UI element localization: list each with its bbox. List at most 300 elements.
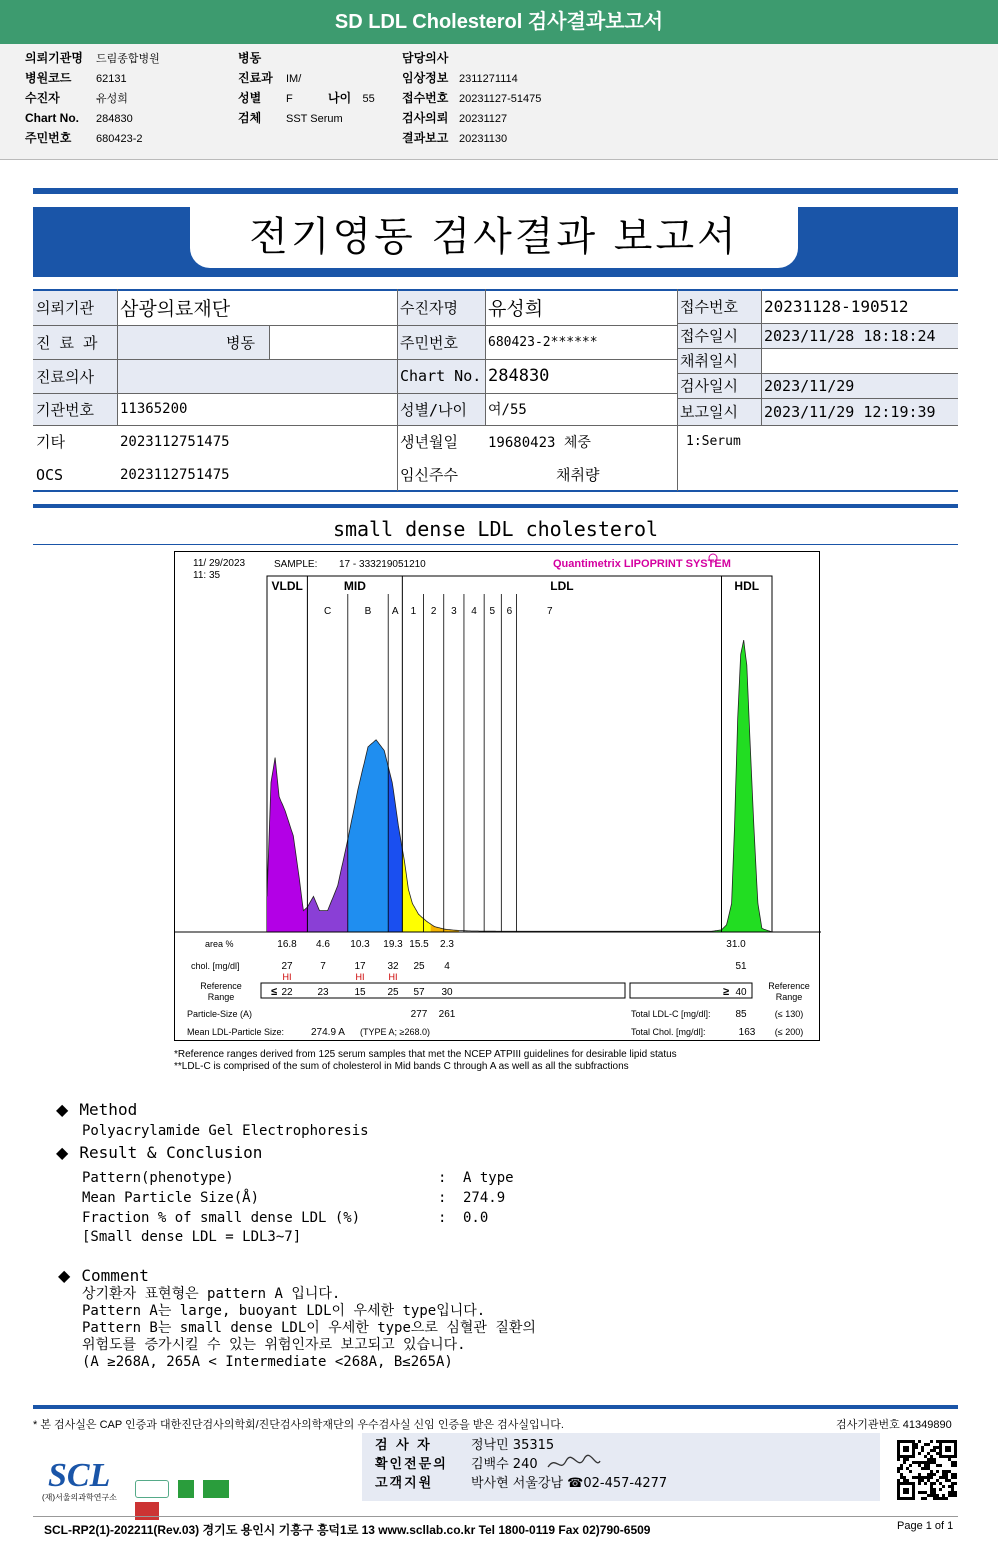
qr-module: [900, 1497, 903, 1500]
qr-module: [912, 1446, 915, 1449]
hi-flag: HI: [355, 972, 365, 982]
value-etc: 2023112751475: [120, 433, 230, 450]
patient-field: [402, 109, 507, 127]
method-title: Method: [79, 1100, 138, 1119]
value-receipt-time: 2023/11/28 18:18:24: [761, 323, 958, 348]
ref-hdl-value: 40: [735, 987, 747, 998]
qr-module: [933, 1491, 936, 1494]
qr-module: [897, 1482, 900, 1485]
qr-module: [912, 1476, 915, 1479]
qr-module: [897, 1449, 900, 1452]
handwritten-signature: [546, 1453, 602, 1475]
qr-module: [951, 1482, 954, 1485]
value-patient-name: 유성희: [488, 297, 544, 320]
result-items: [82, 1170, 602, 1230]
qr-module: [933, 1497, 936, 1500]
qr-module: [897, 1455, 900, 1458]
chart-brand: Quantimetrix LIPOPRINT SYSTEM: [553, 558, 731, 570]
patient-field: [25, 89, 128, 107]
qr-module: [954, 1455, 957, 1458]
qr-module: [906, 1455, 909, 1458]
chart-sample-label: SAMPLE:: [274, 559, 318, 570]
lm-logo-icon: [178, 1480, 194, 1498]
electrophoresis-chart: [174, 551, 820, 1041]
qr-module: [936, 1440, 939, 1443]
qr-module: [918, 1479, 921, 1482]
qr-module: [912, 1443, 915, 1446]
qr-module: [897, 1467, 900, 1470]
qr-module: [909, 1482, 912, 1485]
qr-module: [918, 1464, 921, 1467]
hi-flag: HI: [282, 972, 292, 982]
patient-field-label: 수진자: [25, 91, 60, 105]
qr-module: [903, 1482, 906, 1485]
qr-module: [945, 1455, 948, 1458]
qr-module: [945, 1449, 948, 1452]
page-number: Page 1 of 1: [897, 1520, 954, 1532]
qr-module: [936, 1494, 939, 1497]
bottom-rule: [33, 1516, 958, 1517]
band-label: A: [391, 606, 399, 617]
qr-module: [954, 1476, 957, 1479]
qr-module: [939, 1497, 942, 1500]
patient-field-label: 결과보고: [402, 131, 449, 145]
method-section: [56, 1100, 137, 1119]
qr-module: [897, 1446, 900, 1449]
qr-module: [930, 1449, 933, 1452]
qr-module: [897, 1488, 900, 1491]
qr-module: [924, 1482, 927, 1485]
total-ldl-value: 85: [735, 1009, 747, 1020]
ref-right-label-2: Range: [775, 992, 803, 1002]
qr-module: [924, 1464, 927, 1467]
qr-module: [900, 1476, 903, 1479]
qr-module: [921, 1467, 924, 1470]
qr-module: [906, 1491, 909, 1494]
qr-module: [915, 1476, 918, 1479]
section-rule: [33, 504, 958, 508]
band-label: 2: [430, 606, 437, 617]
result-title: Result & Conclusion: [79, 1143, 263, 1162]
result-item: [82, 1170, 602, 1190]
qr-module: [951, 1491, 954, 1494]
qr-module: [909, 1470, 912, 1473]
qr-module: [951, 1488, 954, 1491]
qr-module: [930, 1494, 933, 1497]
chart-svg: [175, 552, 821, 1042]
chol-value: 27: [281, 961, 293, 972]
qr-module: [939, 1464, 942, 1467]
qr-module: [918, 1461, 921, 1464]
qr-module: [912, 1449, 915, 1452]
qr-module: [930, 1455, 933, 1458]
hdl-area: [711, 640, 772, 932]
qr-module: [903, 1458, 906, 1461]
section-title: small dense LDL cholesterol: [332, 517, 659, 541]
age-field: 나이 55: [328, 91, 375, 105]
qr-module: [921, 1461, 924, 1464]
patient-field-value: SST Serum: [286, 113, 343, 125]
qr-module: [936, 1497, 939, 1500]
chol-value: 7: [320, 961, 326, 972]
qr-module: [948, 1446, 951, 1449]
ref-range-hdl-box: [630, 983, 752, 998]
qr-module: [897, 1485, 900, 1488]
qr-module: [942, 1470, 945, 1473]
label-collection-amount: 채취량: [556, 466, 600, 484]
patient-field: [238, 89, 293, 107]
chart-time: 11: 35: [193, 570, 221, 581]
signature-line: [375, 1455, 667, 1474]
patient-field-label: 담당의사: [402, 51, 449, 65]
result-section: [56, 1143, 262, 1162]
patient-field: [238, 49, 286, 67]
result-item-value: A type: [463, 1170, 514, 1186]
chol-row-label: chol. [mg/dl]: [191, 961, 240, 971]
qr-module: [939, 1476, 942, 1479]
certification-logos: [135, 1480, 257, 1502]
qr-module: [897, 1494, 900, 1497]
area-row-label: area %: [205, 939, 234, 949]
chol-value: 4: [444, 961, 450, 972]
qr-module: [924, 1461, 927, 1464]
value-institution: 삼광의료재단: [120, 297, 231, 320]
qr-module: [924, 1443, 927, 1446]
label-pregnancy: 임신주수: [400, 466, 458, 484]
qr-module: [897, 1479, 900, 1482]
report-title: 전기영동 검사결과 보고서: [190, 207, 798, 268]
cert-statement: * 본 검사실은 CAP 인증과 대한진단검사의학회/진단검사의학재단의 우수검사실 신임 인증을 받은 검사실입니다.: [33, 1419, 564, 1431]
chart-footnotes: [174, 1049, 874, 1073]
qr-module: [906, 1446, 909, 1449]
label-resident-no: 주민번호: [397, 325, 485, 359]
lab-address: SCL-RP2(1)-202211(Rev.03) 경기도 용인시 기흥구 흥덕1로 13 www.scllab.co.kr Tel 1800-0119 Fax 02)790-6509: [44, 1523, 651, 1537]
signature-value: 김백수 240: [471, 1457, 538, 1472]
qr-module: [927, 1464, 930, 1467]
area-value: 16.8: [277, 939, 297, 950]
qr-module: [906, 1458, 909, 1461]
qr-module: [927, 1443, 930, 1446]
value-chart-no: 284830: [488, 366, 550, 386]
qr-module: [900, 1455, 903, 1458]
qr-module: [918, 1473, 921, 1476]
qr-module: [900, 1467, 903, 1470]
qr-module: [951, 1473, 954, 1476]
qr-module: [945, 1446, 948, 1449]
qr-module: [954, 1491, 957, 1494]
qr-module: [903, 1497, 906, 1500]
label-test-time: 검사일시: [677, 373, 761, 398]
qr-module: [897, 1452, 900, 1455]
group-label-hdl: HDL: [734, 579, 760, 593]
total-ldl-ref: (≤ 130): [774, 1009, 804, 1019]
patient-field: [25, 129, 143, 147]
qr-module: [933, 1461, 936, 1464]
qr-module: [945, 1470, 948, 1473]
patient-field-label: 의뢰기관명: [25, 51, 83, 65]
comment-line: Pattern A는 large, buoyant LDL이 우세한 type입니다.: [82, 1303, 486, 1319]
ref-value: 25: [387, 987, 399, 998]
label-inst-no: 기관번호: [33, 393, 117, 425]
value-dept: 병동: [117, 325, 269, 359]
nabl-logo-icon: [135, 1502, 159, 1520]
top-rule: [33, 188, 958, 194]
area-value: 4.6: [316, 939, 330, 950]
total-chol-ref: (≤ 200): [774, 1027, 804, 1037]
scl-logo-sub: (재)서울의과학연구소: [42, 1493, 117, 1502]
patient-field-value: 유성희: [96, 93, 128, 105]
qr-module: [906, 1479, 909, 1482]
qr-module: [936, 1452, 939, 1455]
qr-module: [912, 1491, 915, 1494]
footnote-1: *Reference ranges derived from 125 serum samples that met the NCEP ATPIII guidelines for desirable lipid status: [174, 1049, 677, 1060]
qr-module: [918, 1482, 921, 1485]
comment-title: Comment: [81, 1266, 149, 1285]
qr-module: [942, 1485, 945, 1488]
signature-label: 검 사 자: [375, 1438, 432, 1453]
ref-label-1: Reference: [200, 981, 242, 991]
diamond-bullet-icon: ◆: [56, 1100, 69, 1119]
qr-module: [942, 1455, 945, 1458]
ref-value: 22: [281, 987, 293, 998]
qr-module: [933, 1446, 936, 1449]
qr-module: [924, 1467, 927, 1470]
signature-line: [375, 1436, 667, 1455]
band-label: 5: [489, 606, 496, 617]
eqa-logo-icon: [203, 1480, 229, 1498]
result-item-label: Fraction % of small dense LDL (%): [82, 1210, 361, 1226]
qr-module: [954, 1449, 957, 1452]
patient-field: [402, 89, 541, 107]
qr-module: [954, 1482, 957, 1485]
patient-field-value: 드림종합병원: [96, 53, 160, 65]
qr-module: [921, 1491, 924, 1494]
label-receipt-time: 접수일시: [677, 323, 761, 348]
qr-module: [921, 1476, 924, 1479]
qr-module: [903, 1476, 906, 1479]
label-collection-time: 채취일시: [677, 348, 761, 373]
label-chart-no: Chart No.: [397, 359, 485, 393]
value-receipt-no: 20231128-190512: [764, 296, 909, 316]
qr-module: [900, 1440, 903, 1443]
patient-field-label: 접수번호: [402, 91, 449, 105]
qr-module: [906, 1449, 909, 1452]
info-table: [33, 289, 958, 491]
cap-logo-icon: [135, 1480, 169, 1498]
qr-module: [930, 1482, 933, 1485]
area-value: 19.3: [383, 939, 403, 950]
qr-module: [897, 1443, 900, 1446]
result-item-sep: :: [438, 1190, 447, 1206]
patient-field-label: 주민번호: [25, 131, 72, 145]
qr-module: [942, 1497, 945, 1500]
qr-module: [927, 1467, 930, 1470]
signature-lines: [375, 1436, 667, 1493]
qr-module: [939, 1488, 942, 1491]
qr-module: [951, 1461, 954, 1464]
value-inst-no: 11365200: [120, 401, 188, 417]
mid-b-area: [348, 740, 388, 932]
comment-text: [82, 1286, 536, 1371]
qr-module: [909, 1497, 912, 1500]
total-chol-label: Total Chol. [mg/dl]:: [631, 1027, 706, 1037]
patient-field-label: Chart No.: [25, 111, 79, 125]
qr-module: [927, 1476, 930, 1479]
mid-c-area: [307, 839, 347, 932]
group-label-ldl: LDL: [550, 579, 574, 593]
signature-value: 박사현 서울강남 ☎02-457-4277: [471, 1476, 668, 1491]
patient-field-label: 병원코드: [25, 71, 72, 85]
patient-field: [25, 49, 160, 67]
result-item: [82, 1210, 602, 1230]
qr-module: [897, 1491, 900, 1494]
qr-module: [918, 1440, 921, 1443]
patient-field-value: 680423-2: [96, 133, 143, 145]
inst-number: 검사기관번호 41349890: [836, 1419, 952, 1431]
value-sex-age: 여/55: [488, 402, 527, 418]
footer-rule: [33, 1405, 958, 1409]
qr-module: [939, 1440, 942, 1443]
result-item-sep: :: [438, 1210, 447, 1226]
qr-module: [948, 1494, 951, 1497]
qr-module: [951, 1485, 954, 1488]
patient-field: [402, 69, 518, 87]
patient-field-label: 병동: [238, 51, 262, 65]
qr-module: [930, 1485, 933, 1488]
qr-module: [912, 1482, 915, 1485]
area-value: 15.5: [409, 939, 429, 950]
qr-module: [918, 1491, 921, 1494]
total-chol-value: 163: [738, 1027, 756, 1038]
qr-module: [912, 1455, 915, 1458]
mid-a-area: [388, 767, 402, 933]
qr-module: [903, 1446, 906, 1449]
value-doctor: [117, 359, 397, 393]
qr-module: [939, 1452, 942, 1455]
label-report-time: 보고일시: [677, 398, 761, 425]
label-patient-name: 수진자명: [397, 289, 485, 325]
qr-module: [939, 1449, 942, 1452]
qr-module: [927, 1473, 930, 1476]
patient-field: [402, 129, 507, 147]
qr-module: [942, 1476, 945, 1479]
patient-field-value: IM/: [286, 73, 302, 85]
qr-module: [948, 1491, 951, 1494]
qr-module: [924, 1476, 927, 1479]
patient-field-label: 임상정보: [402, 71, 449, 85]
value-report-time: 2023/11/29 12:19:39: [761, 398, 958, 425]
qr-module: [903, 1479, 906, 1482]
band-label: 3: [451, 606, 457, 617]
qr-module: [927, 1458, 930, 1461]
qr-module: [945, 1473, 948, 1476]
qr-module: [951, 1440, 954, 1443]
qr-module: [909, 1464, 912, 1467]
qr-module: [948, 1440, 951, 1443]
value-resident-no: 680423-2******: [488, 334, 598, 350]
qr-module: [942, 1473, 945, 1476]
qr-module: [912, 1494, 915, 1497]
qr-module: [930, 1488, 933, 1491]
qr-module: [948, 1449, 951, 1452]
patient-field: [25, 69, 127, 87]
qr-module: [897, 1470, 900, 1473]
label-birthdate: 생년월일: [400, 433, 458, 451]
qr-module: [930, 1473, 933, 1476]
area-value: 10.3: [350, 939, 370, 950]
qr-module: [951, 1464, 954, 1467]
qr-module: [900, 1464, 903, 1467]
qr-module: [945, 1476, 948, 1479]
scl-logo: SCL: [48, 1457, 111, 1494]
result-item: [82, 1190, 602, 1210]
particle-size-value: 277: [410, 1009, 428, 1020]
label-receipt-no: 접수번호: [677, 289, 761, 323]
qr-module: [930, 1491, 933, 1494]
qr-module: [921, 1449, 924, 1452]
qr-module: [933, 1449, 936, 1452]
qr-module: [939, 1446, 942, 1449]
result-item-value: 0.0: [463, 1210, 489, 1226]
qr-module: [951, 1494, 954, 1497]
signature-value: 정낙민 35315: [471, 1438, 555, 1453]
ref-value: 23: [317, 987, 329, 998]
qr-module: [930, 1440, 933, 1443]
mean-size-label: Mean LDL-Particle Size:: [187, 1027, 285, 1037]
ref-value: 30: [441, 987, 453, 998]
ref-right-label-1: Reference: [768, 981, 810, 991]
qr-module: [936, 1464, 939, 1467]
qr-module: [927, 1461, 930, 1464]
patient-field: [238, 69, 301, 87]
qr-module: [930, 1476, 933, 1479]
qr-module: [912, 1440, 915, 1443]
chol-hdl-value: 51: [735, 961, 747, 972]
diamond-bullet-icon: ◆: [58, 1266, 71, 1285]
qr-module: [936, 1446, 939, 1449]
qr-module: [900, 1473, 903, 1476]
value-specimen: 1:Serum: [686, 434, 741, 449]
patient-field: [25, 109, 133, 127]
patient-field-label: 검사의뢰: [402, 111, 449, 125]
ldl2-area: [431, 924, 459, 932]
comment-line: 상기환자 표현형은 pattern A 입니다.: [82, 1286, 341, 1302]
label-etc: 기타: [36, 433, 65, 451]
qr-module: [936, 1470, 939, 1473]
qr-module: [954, 1494, 957, 1497]
patient-field: [238, 109, 343, 127]
qr-module: [927, 1479, 930, 1482]
qr-module: [900, 1482, 903, 1485]
area-value: 2.3: [440, 939, 454, 950]
label-dept: 진 료 과: [33, 325, 117, 359]
footnote-2: **LDL-C is comprised of the sum of cholesterol in Mid bands C through A as well as all the subfractions: [174, 1061, 629, 1072]
hi-flag: HI: [388, 972, 398, 982]
ref-sym: ≤: [271, 986, 278, 998]
chart-sample: 17 - 333219051210: [339, 559, 426, 570]
qr-module: [954, 1443, 957, 1446]
result-note: [Small dense LDL = LDL3~7]: [82, 1229, 302, 1245]
qr-module: [930, 1470, 933, 1473]
ref-hdl-sym: ≥: [722, 986, 730, 998]
vldl-area: [267, 758, 307, 932]
qr-module: [939, 1455, 942, 1458]
qr-module: [927, 1452, 930, 1455]
band-label: 1: [410, 606, 417, 617]
qr-module: [918, 1476, 921, 1479]
qr-module: [930, 1458, 933, 1461]
qr-module: [945, 1497, 948, 1500]
